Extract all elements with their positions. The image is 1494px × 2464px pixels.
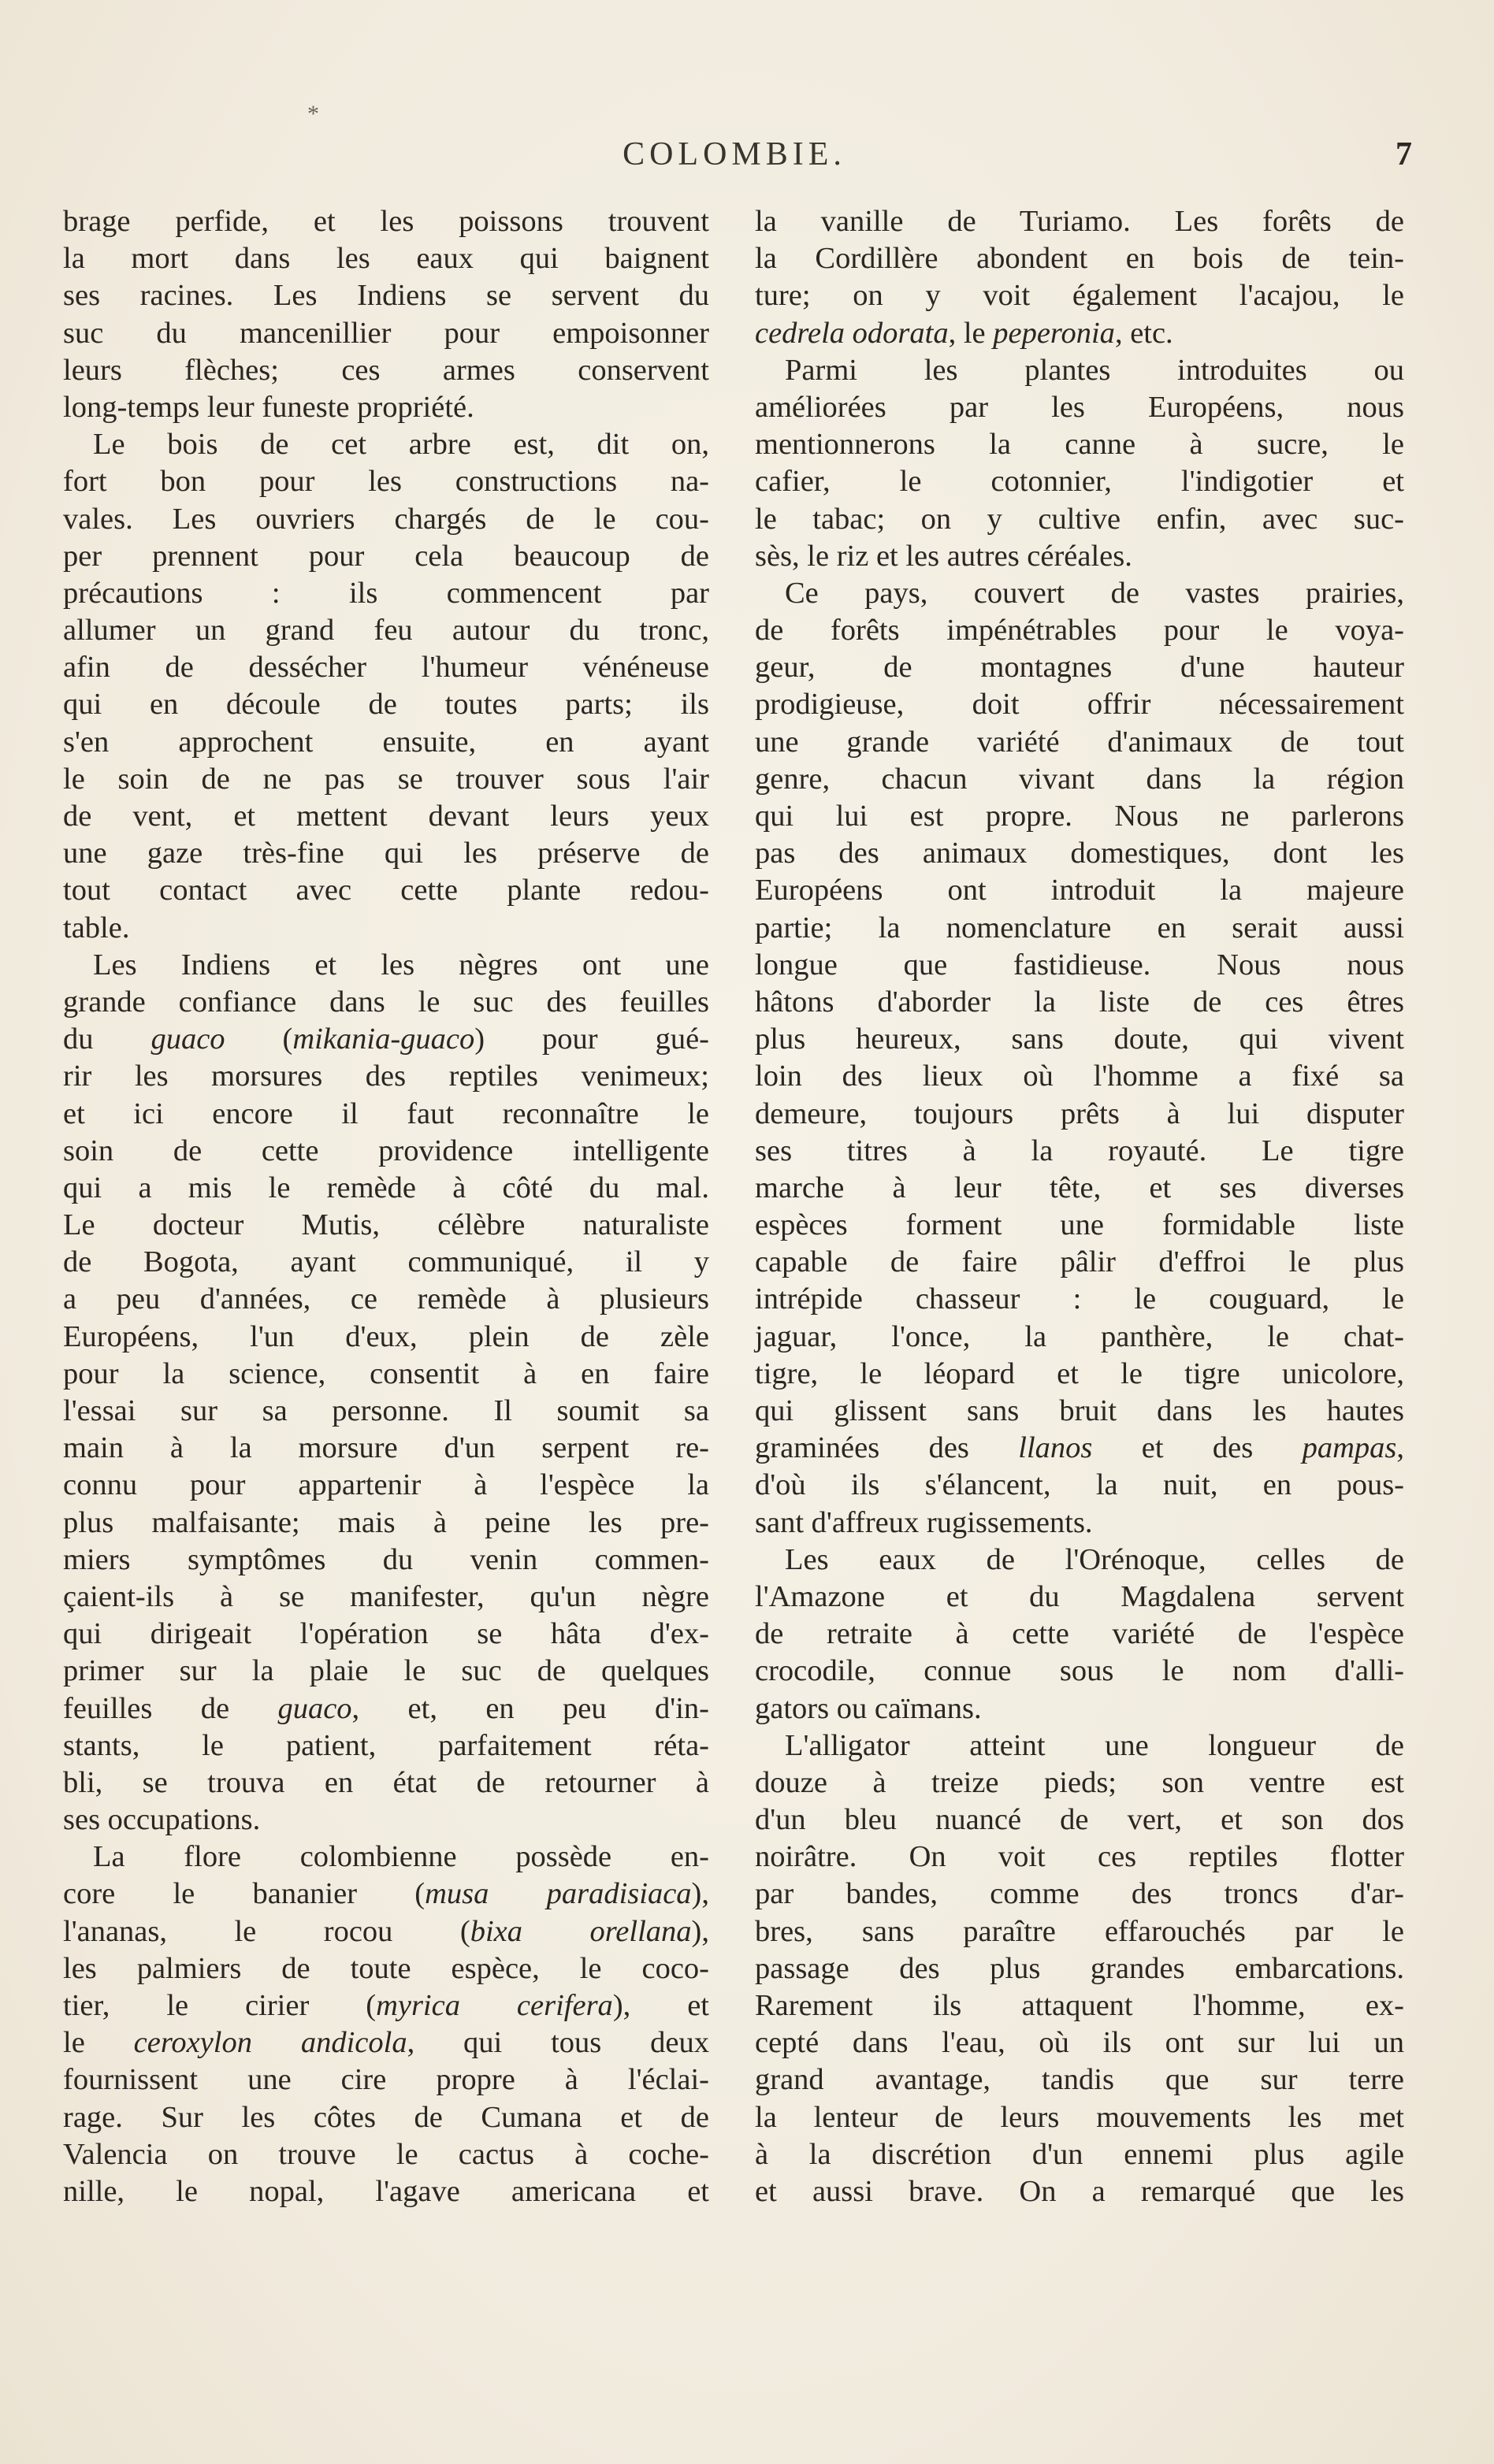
- left-column-line: afin de dessécher l'humeur vénéneuse: [63, 651, 709, 685]
- left-column-line: nille, le nopal, l'agave americana et: [63, 2174, 709, 2208]
- right-column-line: qui glissent sans bruit dans les hautes: [755, 1394, 1404, 1427]
- left-column-line: le ceroxylon andicola, qui tous deux: [63, 2026, 709, 2060]
- left-column-line: ses racines. Les Indiens se servent du: [63, 279, 709, 313]
- right-column-line: qui lui est propre. Nous ne parlerons: [755, 800, 1404, 833]
- left-column-line: Le bois de cet arbre est, dit on,: [93, 428, 709, 462]
- right-column-line: douze à treize pieds; son ventre est: [755, 1765, 1404, 1799]
- right-column-line: Européens ont introduit la majeure: [755, 874, 1404, 907]
- left-column-line: leurs flèches; ces armes conservent: [63, 353, 709, 387]
- right-column-line: geur, de montagnes d'une hauteur: [755, 651, 1404, 685]
- right-column-line: tigre, le léopard et le tigre unicolore,: [755, 1356, 1404, 1390]
- right-column-line: d'où ils s'élancent, la nuit, en pous-: [755, 1468, 1404, 1502]
- right-column-line: gators ou caïmans.: [755, 1691, 982, 1725]
- left-column-line: soin de cette providence intelligente: [63, 1134, 709, 1167]
- left-column-line: le soin de ne pas se trouver sous l'air: [63, 762, 709, 796]
- right-column-line: et aussi brave. On a remarqué que les: [755, 2174, 1404, 2208]
- right-column-line: améliorées par les Européens, nous: [755, 390, 1404, 424]
- right-column-line: ses titres à la royauté. Le tigre: [755, 1134, 1404, 1167]
- left-column-line: qui dirigeait l'opération se hâta d'ex-: [63, 1617, 709, 1651]
- right-column-line: la vanille de Turiamo. Les forêts de: [755, 205, 1404, 238]
- page-number: 7: [1396, 136, 1412, 173]
- right-column-line: cepté dans l'eau, où ils ont sur lui un: [755, 2026, 1404, 2060]
- left-column-line: pour la science, consentit à en faire: [63, 1356, 709, 1390]
- right-column-line: pas des animaux domestiques, dont les: [755, 837, 1404, 870]
- right-column-line: ture; on y voit également l'acajou, le: [755, 279, 1404, 313]
- left-column-line: tout contact avec cette plante redou-: [63, 874, 709, 907]
- right-column-line: cedrela odorata, le peperonia, etc.: [755, 316, 1173, 350]
- right-column-line: intrépide chasseur : le couguard, le: [755, 1282, 1404, 1316]
- right-column-line: demeure, toujours prêts à lui disputer: [755, 1097, 1404, 1130]
- left-column-line: qui a mis le remède à côté du mal.: [63, 1171, 709, 1204]
- left-column-line: de Bogota, ayant communiqué, il y: [63, 1245, 709, 1279]
- right-column-line: partie; la nomenclature en serait aussi: [755, 911, 1404, 944]
- left-column-line: une gaze très-fine qui les préserve de: [63, 837, 709, 870]
- left-column-line: connu pour appartenir à l'espèce la: [63, 1468, 709, 1502]
- right-column-line: noirâtre. On voit ces reptiles flotter: [755, 1840, 1404, 1874]
- left-column-line: plus malfaisante; mais à peine les pre-: [63, 1505, 709, 1539]
- left-column-line: qui en découle de toutes parts; ils: [63, 688, 709, 722]
- left-column-line: rage. Sur les côtes de Cumana et de: [63, 2100, 709, 2134]
- left-column-line: table.: [63, 911, 130, 944]
- left-column-line: grande confiance dans le suc des feuilles: [63, 985, 709, 1019]
- left-column-line: a peu d'années, ce remède à plusieurs: [63, 1282, 709, 1316]
- left-column-line: vales. Les ouvriers chargés de le cou-: [63, 502, 709, 536]
- left-column-line: fort bon pour les constructions na-: [63, 465, 709, 499]
- left-column-line: s'en approchent ensuite, en ayant: [63, 725, 709, 759]
- left-column-line: ses occupations.: [63, 1803, 261, 1837]
- left-column-line: du guaco (mikania-guaco) pour gué-: [63, 1022, 709, 1056]
- right-column-line: loin des lieux où l'homme a fixé sa: [755, 1059, 1404, 1093]
- left-column-line: main à la morsure d'un serpent re-: [63, 1431, 709, 1465]
- running-title: COLOMBIE.: [622, 136, 846, 173]
- left-column-line: précautions : ils commencent par: [63, 576, 709, 610]
- right-column-line: Rarement ils attaquent l'homme, ex-: [755, 1989, 1404, 2022]
- right-column-line: espèces forment une formidable liste: [755, 1208, 1404, 1242]
- left-column-line: l'ananas, le rocou (bixa orellana),: [63, 1914, 709, 1948]
- left-column-line: suc du mancenillier pour empoisonner: [63, 316, 709, 350]
- left-column-line: Valencia on trouve le cactus à coche-: [63, 2137, 709, 2171]
- left-column-line: Européens, l'un d'eux, plein de zèle: [63, 1319, 709, 1353]
- right-column-line: une grande variété d'animaux de tout: [755, 725, 1404, 759]
- right-column-line: marche à leur tête, et ses diverses: [755, 1171, 1404, 1204]
- right-column-line: prodigieuse, doit offrir nécessairement: [755, 688, 1404, 722]
- left-column-line: allumer un grand feu autour du tronc,: [63, 614, 709, 648]
- left-column-line: de vent, et mettent devant leurs yeux: [63, 800, 709, 833]
- left-column-line: long-temps leur funeste propriété.: [63, 390, 474, 424]
- left-column-line: la mort dans les eaux qui baignent: [63, 242, 709, 276]
- right-column-line: jaguar, l'once, la panthère, le chat-: [755, 1319, 1404, 1353]
- right-column-line: capable de faire pâlir d'effroi le plus: [755, 1245, 1404, 1279]
- left-column-line: et ici encore il faut reconnaître le: [63, 1097, 709, 1130]
- left-column-line: bli, se trouva en état de retourner à: [63, 1765, 709, 1799]
- right-column-line: crocodile, connue sous le nom d'alli-: [755, 1654, 1404, 1688]
- left-column-line: per prennent pour cela beaucoup de: [63, 539, 709, 573]
- right-column-line: de retraite à cette variété de l'espèce: [755, 1617, 1404, 1651]
- page-header: [57, 135, 1412, 180]
- right-column-line: bres, sans paraître effarouchés par le: [755, 1914, 1404, 1948]
- right-column-line: sant d'affreux rugissements.: [755, 1505, 1093, 1539]
- right-column-line: graminées des llanos et des pampas,: [755, 1431, 1404, 1465]
- right-column-line: passage des plus grandes embarcations.: [755, 1951, 1404, 1985]
- right-column-line: plus heureux, sans doute, qui vivent: [755, 1022, 1404, 1056]
- left-column-line: tier, le cirier (myrica cerifera), et: [63, 1989, 709, 2022]
- right-column-line: la lenteur de leurs mouvements les met: [755, 2100, 1404, 2134]
- right-column-line: la Cordillère abondent en bois de tein-: [755, 242, 1404, 276]
- left-column-line: feuilles de guaco, et, en peu d'in-: [63, 1691, 709, 1725]
- right-column-line: à la discrétion d'un ennemi plus agile: [755, 2137, 1404, 2171]
- left-column-line: l'essai sur sa personne. Il soumit sa: [63, 1394, 709, 1427]
- left-column-line: çaient-ils à se manifester, qu'un nègre: [63, 1579, 709, 1613]
- left-column-line: Les Indiens et les nègres ont une: [93, 948, 709, 982]
- right-column-line: hâtons d'aborder la liste de ces êtres: [755, 985, 1404, 1019]
- right-column-line: grand avantage, tandis que sur terre: [755, 2063, 1404, 2097]
- right-column-line: par bandes, comme des troncs d'ar-: [755, 1877, 1404, 1911]
- left-column-line: fournissent une cire propre à l'éclai-: [63, 2063, 709, 2097]
- right-column-line: mentionnerons la canne à sucre, le: [755, 428, 1404, 462]
- left-column-line: stants, le patient, parfaitement réta-: [63, 1728, 709, 1762]
- right-column-line: Ce pays, couvert de vastes prairies,: [785, 576, 1404, 610]
- right-column-line: Parmi les plantes introduites ou: [785, 353, 1404, 387]
- right-column: [755, 203, 1404, 2210]
- left-column-line: rir les morsures des reptiles venimeux;: [63, 1059, 709, 1093]
- right-column-line: de forêts impénétrables pour le voya-: [755, 614, 1404, 648]
- right-column-line: longue que fastidieuse. Nous nous: [755, 948, 1404, 982]
- right-column-line: l'Amazone et du Magdalena servent: [755, 1579, 1404, 1613]
- right-column-line: L'alligator atteint une longueur de: [785, 1728, 1404, 1762]
- right-column-line: le tabac; on y cultive enfin, avec suc-: [755, 502, 1404, 536]
- right-column-line: genre, chacun vivant dans la région: [755, 762, 1404, 796]
- printer-mark: *: [307, 101, 321, 127]
- left-column-line: primer sur la plaie le suc de quelques: [63, 1654, 709, 1688]
- right-column-line: Les eaux de l'Orénoque, celles de: [785, 1542, 1404, 1576]
- left-column-line: La flore colombienne possède en-: [93, 1840, 709, 1874]
- right-column-line: d'un bleu nuancé de vert, et son dos: [755, 1803, 1404, 1837]
- left-column-line: Le docteur Mutis, célèbre naturaliste: [63, 1208, 709, 1242]
- left-column-line: les palmiers de toute espèce, le coco-: [63, 1951, 709, 1985]
- right-column-line: sès, le riz et les autres céréales.: [755, 539, 1132, 573]
- right-column-line: cafier, le cotonnier, l'indigotier et: [755, 465, 1404, 499]
- left-column-line: core le bananier (musa paradisiaca),: [63, 1877, 709, 1911]
- left-column-line: miers symptômes du venin commen-: [63, 1542, 709, 1576]
- left-column-line: brage perfide, et les poissons trouvent: [63, 205, 709, 238]
- left-column: [63, 203, 709, 2210]
